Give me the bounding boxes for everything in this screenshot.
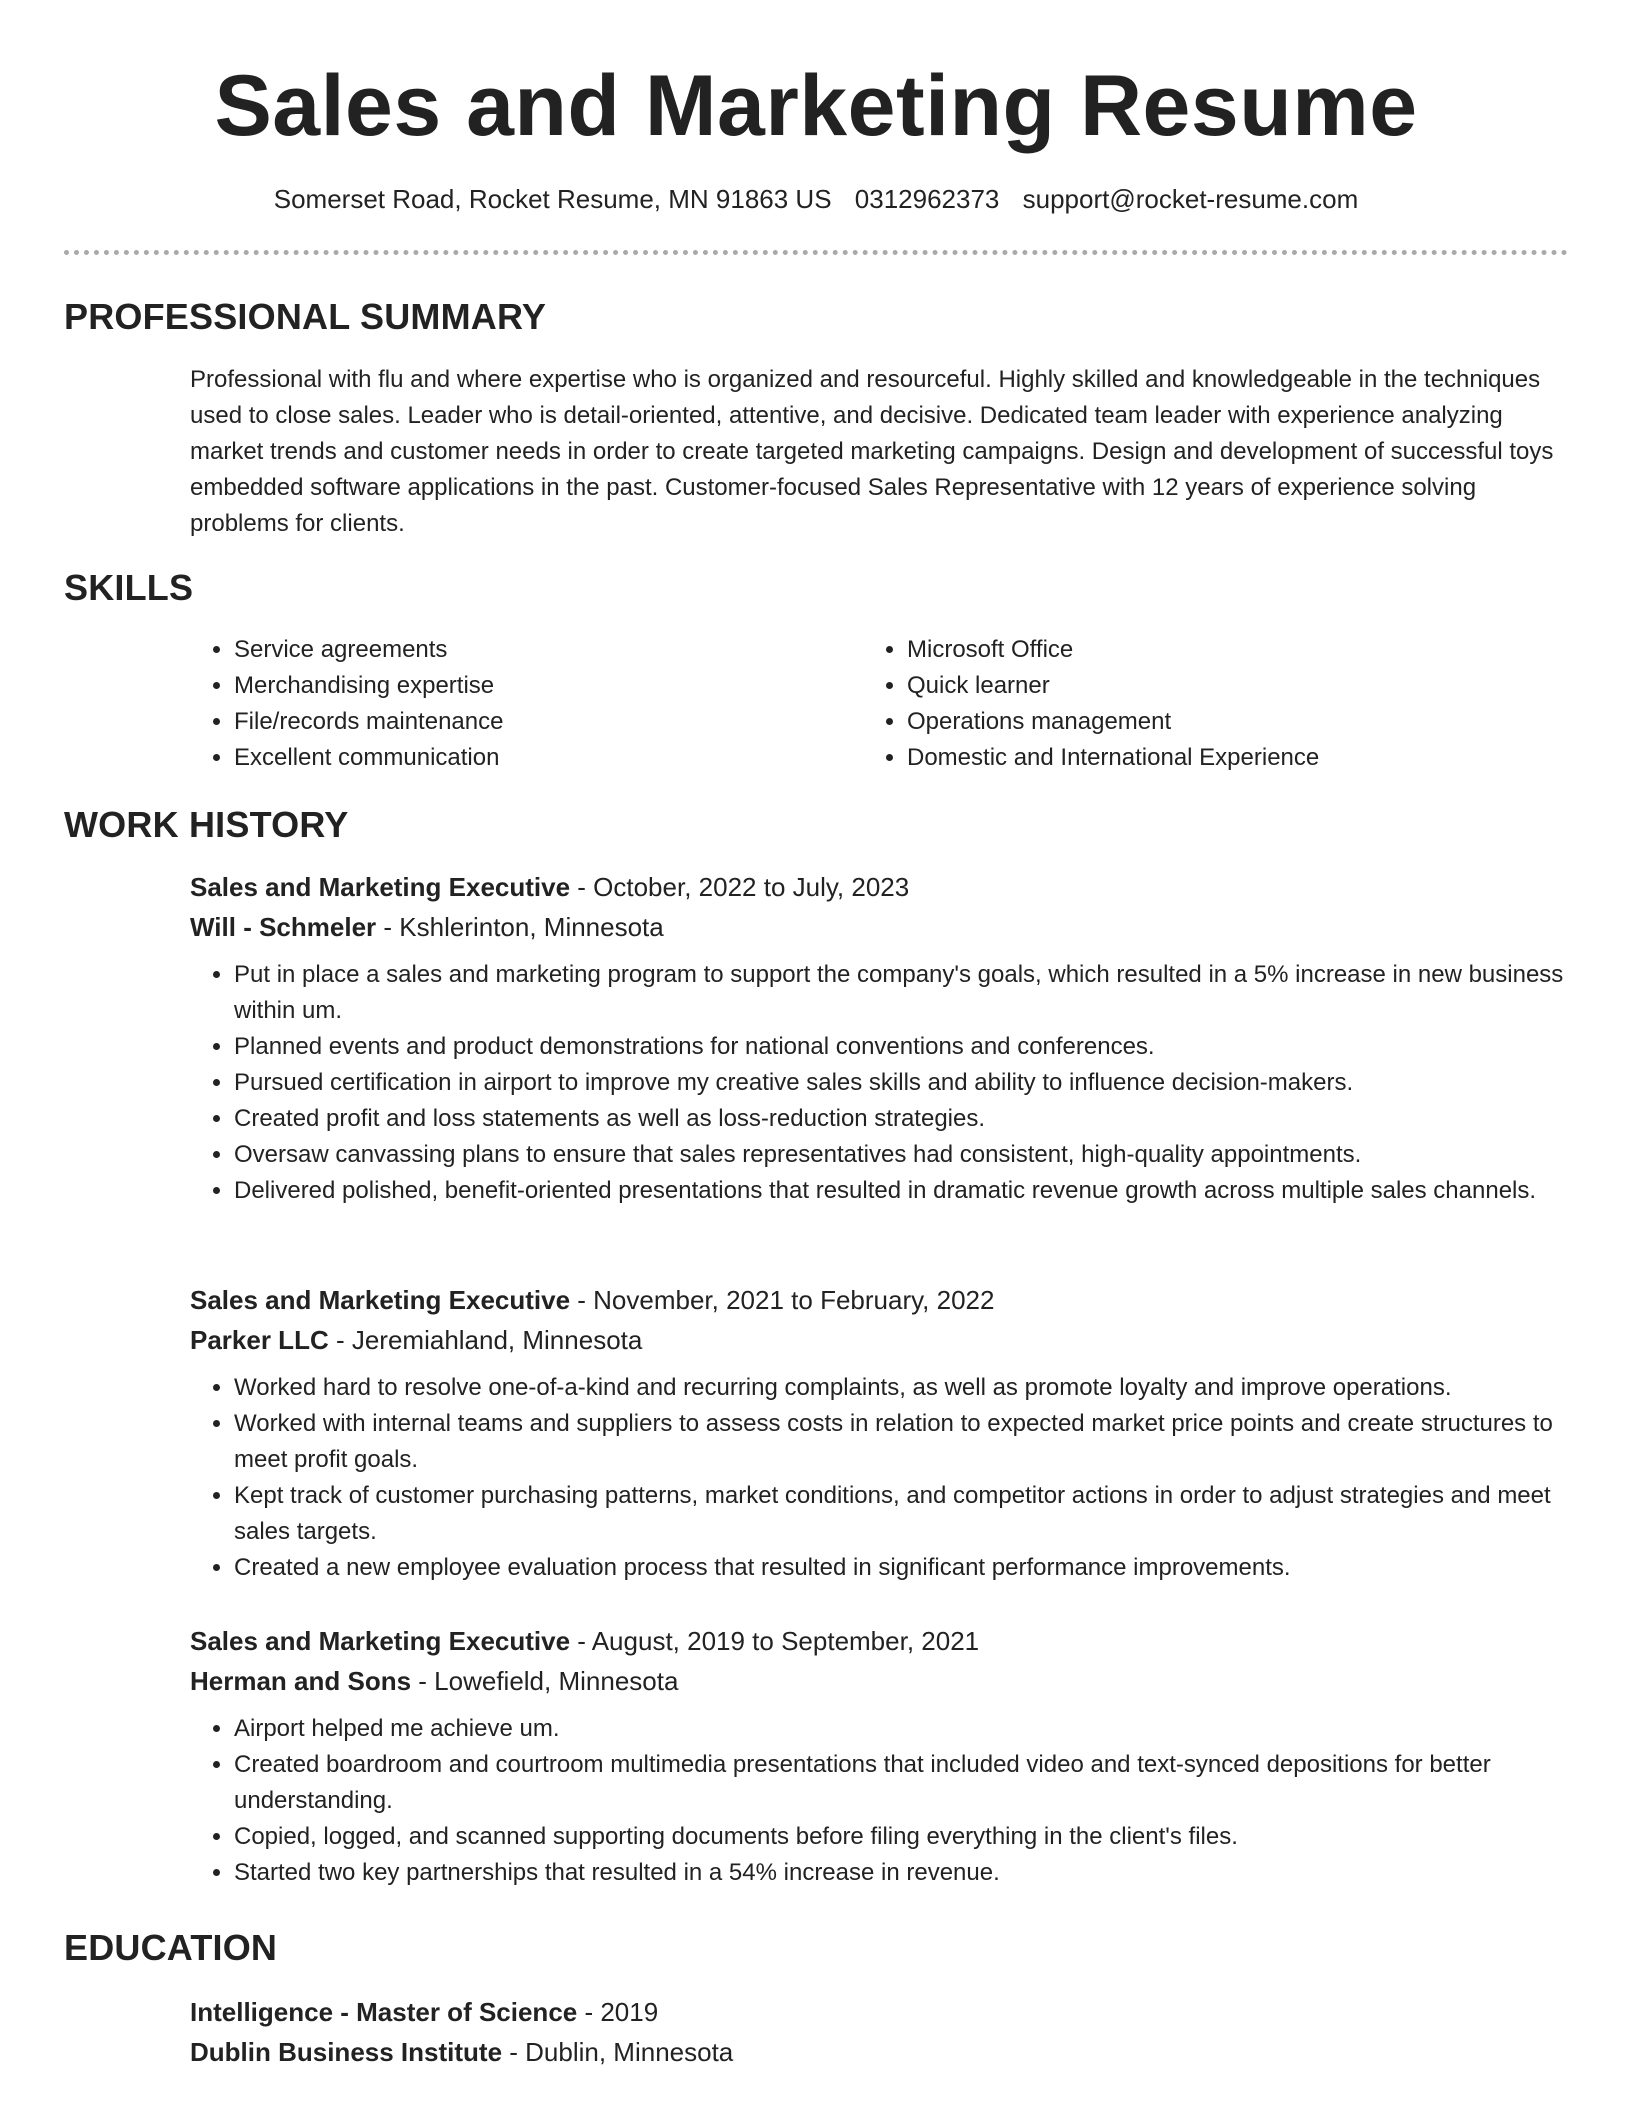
job-bullets xyxy=(190,1370,1570,1586)
job-location: - Jeremiahland, Minnesota xyxy=(328,1325,643,1355)
job-bullet: • Started two key partnerships that resulted in a 54% increase in revenue. xyxy=(234,1855,1570,1891)
job-dates: - October, 2022 to July, 2023 xyxy=(570,872,910,902)
education-heading: EDUCATION xyxy=(64,1927,278,1968)
job-dates: - August, 2019 to September, 2021 xyxy=(570,1626,980,1656)
education-school: Dublin Business Institute xyxy=(190,2037,503,2067)
skill-item: • File/records maintenance xyxy=(234,704,830,740)
job-bullet: • Copied, logged, and scanned supporting documents before filing everything in the client's files. xyxy=(234,1819,1570,1855)
skill-item: • Operations management xyxy=(907,704,1503,740)
job-entry xyxy=(190,1621,1570,1891)
work-heading: WORK HISTORY xyxy=(64,804,349,845)
job-title-line xyxy=(190,1280,1570,1320)
education-entry xyxy=(190,1992,1570,2072)
job-bullet: • Planned events and product demonstrations for national conventions and conferences. xyxy=(234,1029,1570,1065)
job-role: Sales and Marketing Executive xyxy=(190,1626,571,1656)
job-title-line xyxy=(190,867,1570,907)
job-title-line xyxy=(190,1621,1570,1661)
job-company: Will - Schmeler xyxy=(190,912,377,942)
summary-text: Professional with flu and where expertise who is organized and resourceful. Highly skilled and knowledgeable in the techniques used to close sales. Leader who is detail-oriented, attentive, and decisive. Dedicated team leader with experience analyzing market trends and customer needs in order to create targeted marketing campaigns. Design and development of successful toys embedded software applications in the past. Customer-focused Sales Representative with 12 years of experience solving problems for clients. xyxy=(190,366,1554,537)
skills-column-left xyxy=(190,632,830,776)
job-company-line xyxy=(190,1661,1570,1701)
summary-heading: PROFESSIONAL SUMMARY xyxy=(64,296,547,337)
education-year: - 2019 xyxy=(577,1997,659,2027)
job-company: Parker LLC xyxy=(190,1325,329,1355)
job-bullet: • Created boardroom and courtroom multimedia presentations that included video and text-synced depositions for better understanding. xyxy=(234,1747,1570,1819)
contact-line xyxy=(0,181,1632,217)
education-school-line xyxy=(190,2032,1570,2072)
education-degree: Intelligence - Master of Science xyxy=(190,1997,578,2027)
email: support@rocket-resume.com xyxy=(1022,184,1359,214)
job-bullet: • Worked with internal teams and suppliers to assess costs in relation to expected market price points and create structures to meet profit goals. xyxy=(234,1406,1570,1478)
education-location: - Dublin, Minnesota xyxy=(502,2037,734,2067)
job-bullet: • Kept track of customer purchasing patterns, market conditions, and competitor actions in order to adjust strategies and meet sales targets. xyxy=(234,1478,1570,1550)
job-bullet: • Delivered polished, benefit-oriented presentations that resulted in dramatic revenue growth across multiple sales channels. xyxy=(234,1173,1570,1209)
job-entry xyxy=(190,1280,1570,1586)
job-location: - Lowefield, Minnesota xyxy=(411,1666,679,1696)
skill-item: • Domestic and International Experience xyxy=(907,740,1503,776)
resume-title: Sales and Marketing Resume xyxy=(214,58,1418,154)
job-bullet: • Pursued certification in airport to improve my creative sales skills and ability to influence decision-makers. xyxy=(234,1065,1570,1101)
job-bullet: • Airport helped me achieve um. xyxy=(234,1711,1570,1747)
education-degree-line xyxy=(190,1992,1570,2032)
address: Somerset Road, Rocket Resume, MN 91863 US xyxy=(273,184,832,214)
job-company-line xyxy=(190,1320,1570,1360)
skills-heading: SKILLS xyxy=(64,567,194,608)
job-role: Sales and Marketing Executive xyxy=(190,872,571,902)
skill-item: • Excellent communication xyxy=(234,740,830,776)
job-bullet: • Oversaw canvassing plans to ensure that sales representatives had consistent, high-quality appointments. xyxy=(234,1137,1570,1173)
job-bullet: • Created a new employee evaluation process that resulted in significant performance improvements. xyxy=(234,1550,1570,1586)
job-dates: - November, 2021 to February, 2022 xyxy=(570,1285,995,1315)
job-entry xyxy=(190,867,1570,1209)
job-bullets xyxy=(190,957,1570,1209)
phone: 0312962373 xyxy=(854,184,1000,214)
job-bullet: • Created profit and loss statements as well as loss-reduction strategies. xyxy=(234,1101,1570,1137)
job-bullet: • Worked hard to resolve one-of-a-kind and recurring complaints, as well as promote loyalty and improve operations. xyxy=(234,1370,1570,1406)
job-company: Herman and Sons xyxy=(190,1666,412,1696)
job-bullets xyxy=(190,1711,1570,1891)
job-location: - Kshlerinton, Minnesota xyxy=(376,912,664,942)
job-company-line xyxy=(190,907,1570,947)
job-bullet: • Put in place a sales and marketing program to support the company's goals, which resulted in a 5% increase in new business within um. xyxy=(234,957,1570,1029)
skill-item: • Service agreements xyxy=(234,632,830,668)
skill-item: • Quick learner xyxy=(907,668,1503,704)
skill-item: • Merchandising expertise xyxy=(234,668,830,704)
job-role: Sales and Marketing Executive xyxy=(190,1285,571,1315)
skill-item: • Microsoft Office xyxy=(907,632,1503,668)
header-divider xyxy=(64,250,1568,255)
skills-column-right xyxy=(863,632,1503,776)
